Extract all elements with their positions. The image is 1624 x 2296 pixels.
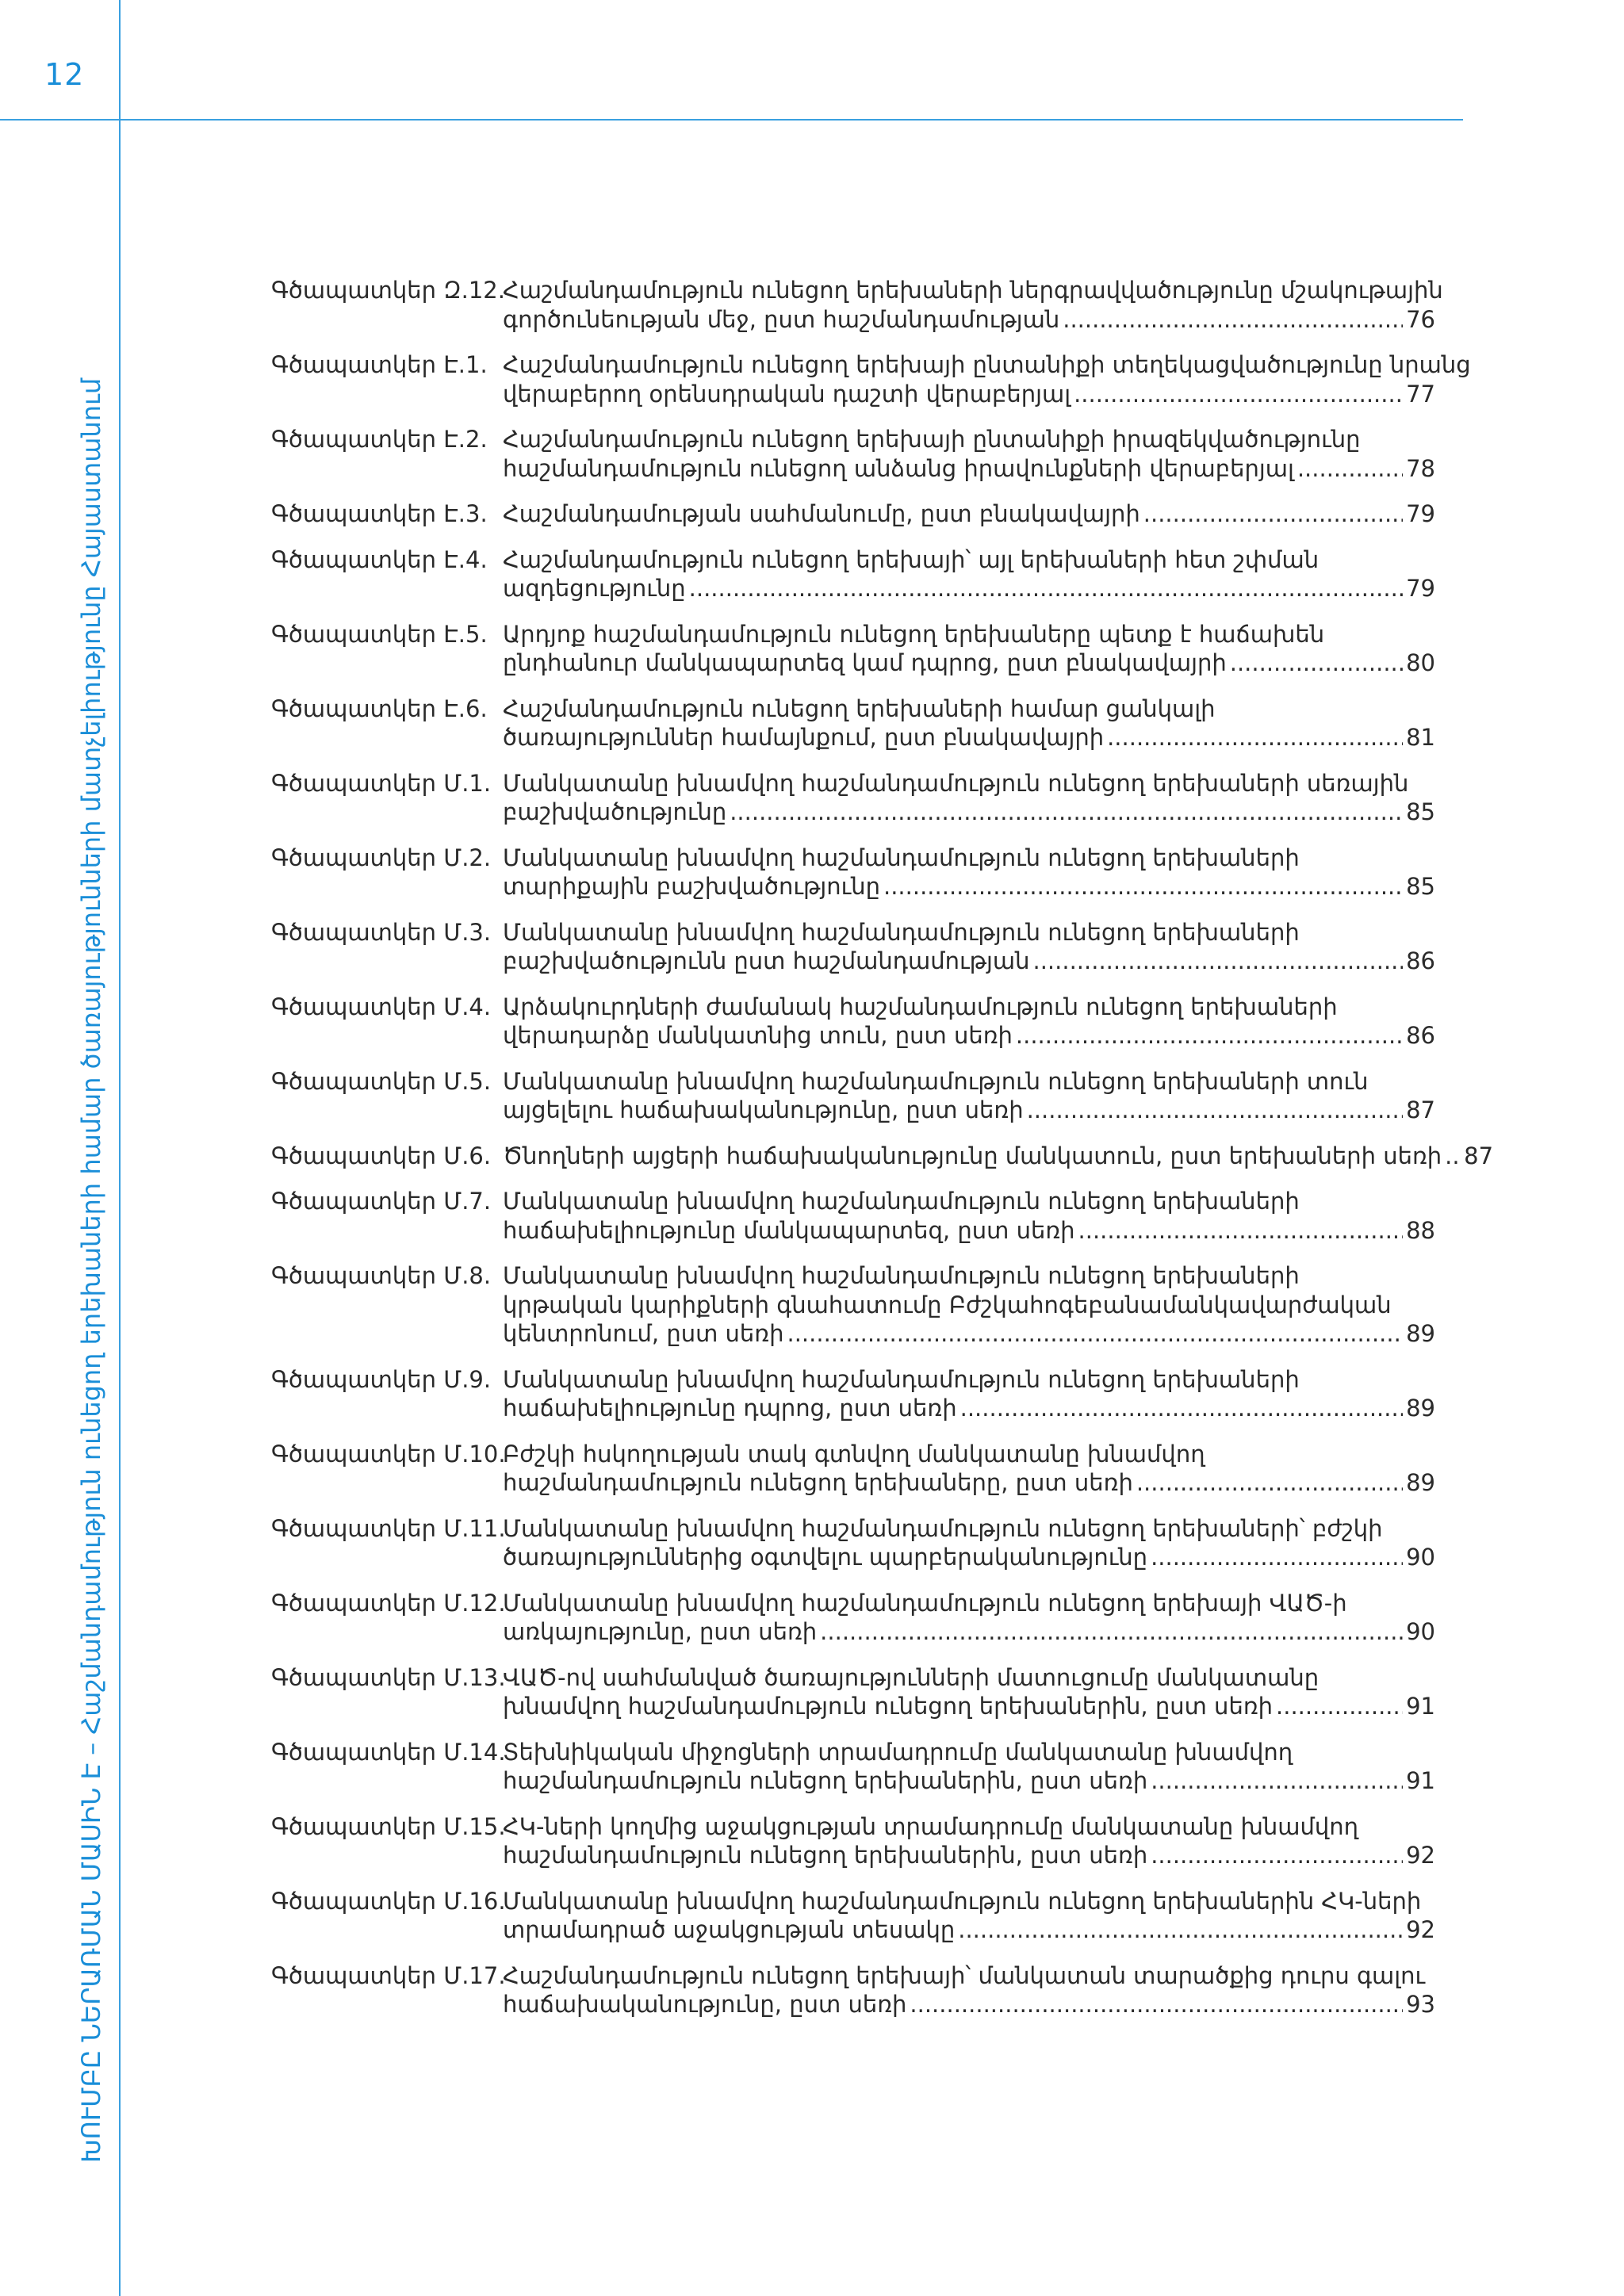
figure-title <box>503 844 1435 901</box>
figure-label: Գծապատկեր Է.1. <box>271 351 488 378</box>
dot-leader <box>787 1319 1403 1349</box>
toc-entry[interactable] <box>271 545 1435 603</box>
figure-title-line: Մանկատանը խնամվող հաշմանդամություն ունեցող երեխաների <box>503 844 1300 871</box>
figure-title-line: Մանկատանը խնամվող հաշմանդամություն ունեցող երեխայի ՎԱԾ-ի <box>503 1589 1347 1617</box>
figure-title <box>503 1812 1435 1870</box>
dot-leader <box>1107 723 1403 752</box>
toc-entry[interactable] <box>271 1187 1435 1245</box>
figure-label: Գծապատկեր Մ.5. <box>271 1067 492 1095</box>
figure-title-line: հաշմանդամություն ունեցող անձանց իրավունքների վերաբերյալ <box>503 454 1294 482</box>
toc-entry[interactable] <box>271 1663 1435 1721</box>
page-ref: 90 <box>1406 1544 1435 1571</box>
dot-leader <box>958 1915 1403 1945</box>
page-ref: 81 <box>1406 724 1435 751</box>
page-ref: 86 <box>1406 1022 1435 1049</box>
figure-title-line: խնամվող հաշմանդամություն ունեցող երեխաներին, ըստ սեռի <box>503 1693 1274 1720</box>
page-ref: 76 <box>1406 305 1435 333</box>
page-ref: 92 <box>1406 1916 1435 1943</box>
running-side-title: ԽՈՒՄԲԸ ՆԵՐԱՌՄԱՆ ՄԱՍԻՆ Է – Հաշմանդամություն ունեցող երեխաների համար ծառայությունների մատչելիությունը Հայաստանում <box>76 377 106 2163</box>
dot-leader <box>730 798 1403 827</box>
figure-title-line: հաշմանդամություն ունեցող երեխաներին, ըստ սեռի <box>503 1767 1148 1794</box>
figure-title-line: առկայությունը, ըստ սեռի <box>503 1618 818 1645</box>
figure-title-line: Բժշկի հսկողության տակ գտնվող մանկատանը խնամվող <box>503 1440 1205 1468</box>
figure-title <box>503 1067 1435 1125</box>
figure-title-line: հաշմանդամություն ունեցող երեխաները, ըստ սեռի <box>503 1469 1133 1496</box>
dot-leader <box>1445 1142 1461 1171</box>
toc-entry[interactable] <box>271 1067 1435 1125</box>
dot-leader <box>689 574 1403 603</box>
page-ref: 91 <box>1406 1693 1435 1720</box>
figure-title-line: Հաշմանդամության սահմանումը, ըստ բնակավայրի <box>503 500 1140 527</box>
toc-entry[interactable] <box>271 1887 1435 1945</box>
figure-title <box>503 1514 1435 1572</box>
figure-title-line: տրամադրած աջակցության տեսակը <box>503 1916 956 1943</box>
figure-label: Գծապատկեր Մ.6. <box>271 1142 492 1169</box>
figure-title <box>503 276 1443 334</box>
figure-title-line: Հաշմանդամություն ունեցող երեխաների համար ցանկալի <box>503 695 1216 722</box>
dot-leader <box>1151 1543 1403 1572</box>
figure-title-line: Մանկատանը խնամվող հաշմանդամություն ունեցող երեխաների՝ բժշկի <box>503 1514 1383 1542</box>
page-ref: 93 <box>1406 1991 1435 2018</box>
figure-label: Գծապատկեր Է.6. <box>271 695 488 722</box>
figure-label: Գծապատկեր Մ.11. <box>271 1514 506 1542</box>
page-ref: 92 <box>1406 1842 1435 1869</box>
page-ref: 87 <box>1464 1142 1494 1169</box>
figure-title <box>503 918 1435 976</box>
figure-title-line: Արդյոք հաշմանդամություն ունեցող երեխաները պետք է հաճախեն <box>503 620 1325 648</box>
figure-label: Գծապատկեր Է.2. <box>271 426 488 453</box>
figure-title-line: ընդհանուր մանկապարտեզ կամ դպրոց, ըստ բնակավայրի <box>503 649 1227 676</box>
toc-entry[interactable] <box>271 1514 1435 1572</box>
figure-title-line: Ծնողների այցերի հաճախականությունը մանկատուն, ըստ երեխաների սեռի <box>503 1142 1442 1169</box>
figure-title <box>503 1738 1435 1796</box>
dot-leader <box>1063 305 1403 335</box>
figure-title-line: ծառայություններից օգտվելու պարբերականությունը <box>503 1544 1148 1571</box>
figure-title <box>503 993 1435 1050</box>
figure-title-line: ազդեցությունը <box>503 575 686 602</box>
figure-title-line: գործունեության մեջ, ըստ հաշմանդամության <box>503 305 1060 333</box>
dot-leader <box>1078 1216 1404 1246</box>
page-ref: 79 <box>1406 500 1435 527</box>
toc-entry[interactable] <box>271 1261 1435 1349</box>
dot-leader <box>1027 1096 1404 1125</box>
figure-label: Գծապատկեր Մ.1. <box>271 769 492 797</box>
figure-title-line: Հաշմանդամություն ունեցող երեխայի՝ այլ երեխաների հետ շփման <box>503 545 1320 573</box>
dot-leader <box>960 1394 1403 1423</box>
figure-label: Գծապատկեր Մ.10. <box>271 1440 506 1468</box>
figure-title-line: այցելելու հաճախականությունը, ըստ սեռի <box>503 1096 1024 1123</box>
toc-entry[interactable] <box>271 695 1435 752</box>
page-ref: 88 <box>1406 1216 1435 1244</box>
figure-title <box>503 350 1471 408</box>
toc-entry[interactable] <box>271 769 1435 827</box>
figure-title <box>503 499 1435 529</box>
toc-entry[interactable] <box>271 1440 1435 1498</box>
figure-label: Գծապատկեր Մ.9. <box>271 1365 492 1393</box>
figure-title-line: Մանկատանը խնամվող հաշմանդամություն ունեցող երեխաների <box>503 1262 1300 1289</box>
figure-label: Գծապատկեր Մ.16. <box>271 1887 506 1915</box>
figure-title-line: Մանկատանը խնամվող հաշմանդամություն ունեցող երեխաների տուն <box>503 1067 1369 1095</box>
dot-leader <box>883 872 1403 901</box>
toc-entry[interactable] <box>271 276 1443 334</box>
figure-label: Գծապատկեր Մ.4. <box>271 993 492 1020</box>
page-ref: 91 <box>1406 1767 1435 1794</box>
figure-title-line: ծառայություններ համայնքում, ըստ բնակավայրի <box>503 724 1105 751</box>
figure-title <box>503 425 1435 483</box>
margin-vertical-rule <box>119 0 121 2296</box>
page-ref: 85 <box>1406 798 1435 825</box>
toc-entry[interactable] <box>271 918 1435 976</box>
figure-label: Գծապատկեր Մ.8. <box>271 1262 492 1289</box>
dot-leader <box>1151 1766 1403 1796</box>
page-ref: 78 <box>1406 454 1435 482</box>
figure-label: Գծապատկեր Մ.13. <box>271 1663 506 1691</box>
figure-title <box>503 1261 1435 1349</box>
figure-title-line: Մանկատանը խնամվող հաշմանդամություն ունեցող երեխաների սեռային <box>503 769 1409 797</box>
figure-label: Գծապատկեր Մ.2. <box>271 844 492 871</box>
figure-title-line: տարիքային բաշխվածությունը <box>503 873 880 900</box>
figure-label: Գծապատկեր Զ.12. <box>271 277 505 304</box>
page-ref: 86 <box>1406 947 1435 974</box>
toc-entry[interactable] <box>271 425 1435 483</box>
figure-title-line: բաշխվածությունը <box>503 798 727 825</box>
dot-leader <box>1016 1021 1403 1050</box>
page-ref: 79 <box>1406 575 1435 602</box>
dot-leader <box>1151 1841 1403 1870</box>
list-of-figures <box>271 276 1494 2036</box>
page-ref: 87 <box>1406 1096 1435 1123</box>
page-ref: 80 <box>1406 649 1435 676</box>
figure-title <box>503 1365 1435 1423</box>
figure-title <box>503 1142 1494 1171</box>
figure-title-line: ՎԱԾ-ով սահմանված ծառայությունների մատուցումը մանկատանը <box>503 1663 1320 1691</box>
toc-entry[interactable] <box>271 1812 1435 1870</box>
figure-title-line: Տեխնիկական միջոցների տրամադրումը մանկատանը խնամվող <box>503 1738 1293 1766</box>
dot-leader <box>820 1617 1403 1647</box>
figure-title-line: կենտրոնում, ըստ սեռի <box>503 1320 784 1347</box>
figure-label: Գծապատկեր Մ.17. <box>271 1961 506 1989</box>
dot-leader <box>1276 1692 1403 1721</box>
page-ref: 77 <box>1406 380 1435 408</box>
toc-entry[interactable] <box>271 1365 1435 1423</box>
dot-leader <box>1143 499 1403 529</box>
page-number: 12 <box>44 57 85 92</box>
figure-title <box>503 769 1435 827</box>
page-ref: 90 <box>1406 1618 1435 1645</box>
figure-title-line: Հաշմանդամություն ունեցող երեխայի ընտանիքի իրազեկվածությունը <box>503 426 1361 453</box>
figure-title-line: Մանկատանը խնամվող հաշմանդամություն ունեցող երեխաների <box>503 1188 1300 1215</box>
figure-title-line: Հաշմանդամություն ունեցող երեխայի ընտանիքի տեղեկացվածությունը նրանց <box>503 351 1471 378</box>
figure-title <box>503 1440 1435 1498</box>
toc-entry[interactable] <box>271 350 1471 408</box>
figure-title-line: Հաշմանդամություն ունեցող երեխայի՝ մանկատան տարածքից դուրս գալու <box>503 1961 1426 1989</box>
figure-title-line: Մանկատանը խնամվող հաշմանդամություն ունեցող երեխաների <box>503 1365 1300 1393</box>
figure-label: Գծապատկեր Մ.15. <box>271 1812 506 1840</box>
figure-label: Գծապատկեր Մ.12. <box>271 1589 506 1617</box>
figure-title <box>503 1589 1435 1647</box>
toc-entry[interactable] <box>271 1142 1494 1171</box>
dot-leader <box>910 1990 1403 2019</box>
dot-leader <box>1032 947 1403 976</box>
figure-title <box>503 1961 1435 2019</box>
figure-label: Գծապատկեր Է.4. <box>271 545 488 573</box>
page-ref: 89 <box>1406 1395 1435 1422</box>
figure-label: Գծապատկեր Է.3. <box>271 500 488 527</box>
figure-title-line: Մանկատանը խնամվող հաշմանդամություն ունեցող երեխաների <box>503 918 1300 946</box>
dot-leader <box>1230 649 1403 678</box>
figure-title-line: կրթական կարիքների գնահատումը Բժշկահոգեբանամանկավարժական <box>503 1291 1392 1318</box>
toc-entry[interactable] <box>271 993 1435 1050</box>
page-ref: 85 <box>1406 873 1435 900</box>
figure-title <box>503 620 1435 678</box>
toc-entry[interactable] <box>271 620 1435 678</box>
figure-label: Գծապատկեր Մ.3. <box>271 918 492 946</box>
figure-title-line: հաճախականությունը, ըստ սեռի <box>503 1991 907 2018</box>
toc-entry[interactable] <box>271 844 1435 901</box>
figure-title <box>503 1887 1435 1945</box>
figure-title <box>503 545 1435 603</box>
figure-title-line: հաճախելիությունը դպրոց, ըստ սեռի <box>503 1395 957 1422</box>
figure-title <box>503 1187 1435 1245</box>
figure-title-line: բաշխվածությունն ըստ հաշմանդամության <box>503 947 1030 974</box>
figure-title-line: հաճախելիությունը մանկապարտեզ, ըստ սեռի <box>503 1216 1075 1244</box>
figure-title <box>503 1663 1435 1721</box>
header-horizontal-rule <box>0 119 1463 121</box>
figure-title-line: վերաբերող օրենսդրական դաշտի վերաբերյալ <box>503 380 1071 408</box>
toc-entry[interactable] <box>271 1961 1435 2019</box>
toc-entry[interactable] <box>271 1738 1435 1796</box>
figure-label: Գծապատկեր Մ.7. <box>271 1188 492 1215</box>
dot-leader <box>1136 1468 1403 1498</box>
page-ref: 89 <box>1406 1469 1435 1496</box>
page-ref: 89 <box>1406 1320 1435 1347</box>
figure-title-line: Արձակուրդների ժամանակ հաշմանդամություն ունեցող երեխաների <box>503 993 1338 1020</box>
toc-entry[interactable] <box>271 1589 1435 1647</box>
figure-title-line: Հաշմանդամություն ունեցող երեխաների ներգրավվածությունը մշակութային <box>503 277 1443 304</box>
figure-label: Գծապատկեր Է.5. <box>271 620 488 648</box>
dot-leader <box>1074 380 1403 409</box>
figure-title <box>503 695 1435 752</box>
figure-title-line: հաշմանդամություն ունեցող երեխաներին, ըստ սեռի <box>503 1842 1148 1869</box>
figure-title-line: վերադարձը մանկատնից տուն, ըստ սեռի <box>503 1022 1013 1049</box>
figure-label: Գծապատկեր Մ.14. <box>271 1738 506 1766</box>
dot-leader <box>1297 454 1403 484</box>
figure-title-line: Մանկատանը խնամվող հաշմանդամություն ունեցող երեխաներին ՀԿ-ների <box>503 1887 1422 1915</box>
toc-entry[interactable] <box>271 499 1435 529</box>
figure-title-line: ՀԿ-ների կողմից աջակցության տրամադրումը մանկատանը խնամվող <box>503 1812 1359 1840</box>
